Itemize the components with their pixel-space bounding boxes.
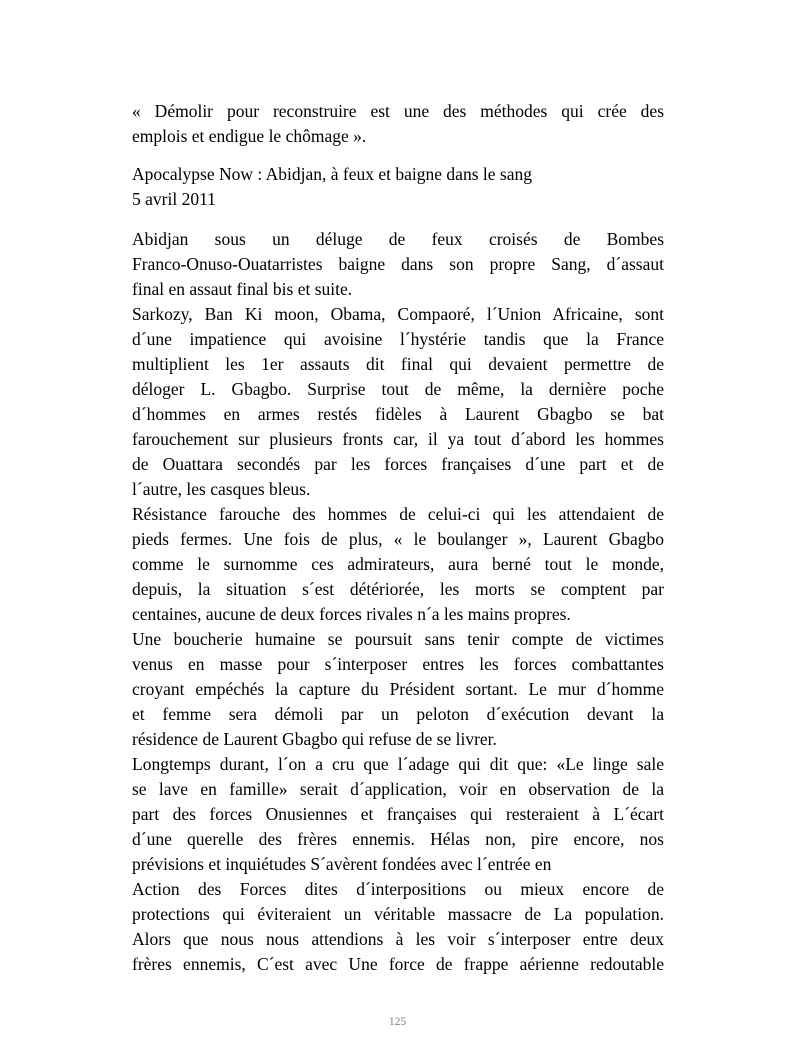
body-line: Une boucherie humaine se poursuit sans tenir compte de victimes: [132, 629, 664, 649]
body-line: Alors que nous nous attendions à les voir s´interposer entre deux: [132, 929, 664, 949]
body-line: Action des Forces dites d´interpositions ou mieux encore de: [132, 879, 664, 899]
intro-quote: [132, 99, 664, 149]
article-title: Apocalypse Now : Abidjan, à feux et baigne dans le sang: [132, 164, 532, 184]
body-line: de Ouattara secondés par les forces françaises d´une part et de: [132, 454, 664, 474]
body-line: d´une impatience qui avoisine l´hystérie tandis que la France: [132, 329, 664, 349]
body-line: d´hommes en armes restés fidèles à Laurent Gbagbo se bat: [132, 404, 664, 424]
body-line: part des forces Onusiennes et françaises qui resteraient à L´écart: [132, 804, 664, 824]
article-date: 5 avril 2011: [132, 189, 216, 209]
body-line: farouchement sur plusieurs fronts car, il ya tout d´abord les hommes: [132, 429, 664, 449]
body-line: venus en masse pour s´interposer entres les forces combattantes: [132, 654, 664, 674]
page-number: 125: [388, 1016, 407, 1028]
quote-line: emplois et endigue le chômage ».: [132, 126, 367, 146]
body-line: et femme sera démoli par un peloton d´exécution devant la: [132, 704, 664, 724]
body-line: se lave en famille» serait d´application, voir en observation de la: [132, 779, 664, 799]
article-header: [132, 162, 664, 212]
body-line: Longtemps durant, l´on a cru que l´adage qui dit que: «Le linge sale: [132, 754, 664, 774]
body-line: protections qui éviteraient un véritable massacre de La population.: [132, 904, 664, 924]
body-line: final en assaut final bis et suite.: [132, 279, 353, 299]
body-line: Résistance farouche des hommes de celui-ci qui les attendaient de: [132, 504, 664, 524]
body-line: déloger L. Gbagbo. Surprise tout de même, la dernière poche: [132, 379, 664, 399]
body-line: multiplient les 1er assauts dit final qui devaient permettre de: [132, 354, 664, 374]
body-line: centaines, aucune de deux forces rivales n´a les mains propres.: [132, 604, 571, 624]
body-line: croyant empéchés la capture du Président sortant. Le mur d´homme: [132, 679, 664, 699]
body-line: prévisions et inquiétudes S´avèrent fondées avec l´entrée en: [132, 854, 552, 874]
body-line: résidence de Laurent Gbagbo qui refuse de se livrer.: [132, 729, 497, 749]
body-line: Sarkozy, Ban Ki moon, Obama, Compaoré, l´Union Africaine, sont: [132, 304, 664, 324]
body-line: pieds fermes. Une fois de plus, « le boulanger », Laurent Gbagbo: [132, 529, 664, 549]
body-line: Abidjan sous un déluge de feux croisés de Bombes: [132, 229, 664, 249]
quote-line: « Démolir pour reconstruire est une des méthodes qui crée des: [132, 101, 664, 121]
body-line: comme le surnomme ces admirateurs, aura berné tout le monde,: [132, 554, 664, 574]
body-line: depuis, la situation s´est détériorée, les morts se comptent par: [132, 579, 664, 599]
body-line: d´une querelle des frères ennemis. Hélas non, pire encore, nos: [132, 829, 664, 849]
body-line: l´autre, les casques bleus.: [132, 479, 311, 499]
body-line: frères ennemis, C´est avec Une force de frappe aérienne redoutable: [132, 954, 664, 974]
body-line: Franco-Onuso-Ouatarristes baigne dans son propre Sang, d´assaut: [132, 254, 664, 274]
article-body: [132, 227, 664, 977]
